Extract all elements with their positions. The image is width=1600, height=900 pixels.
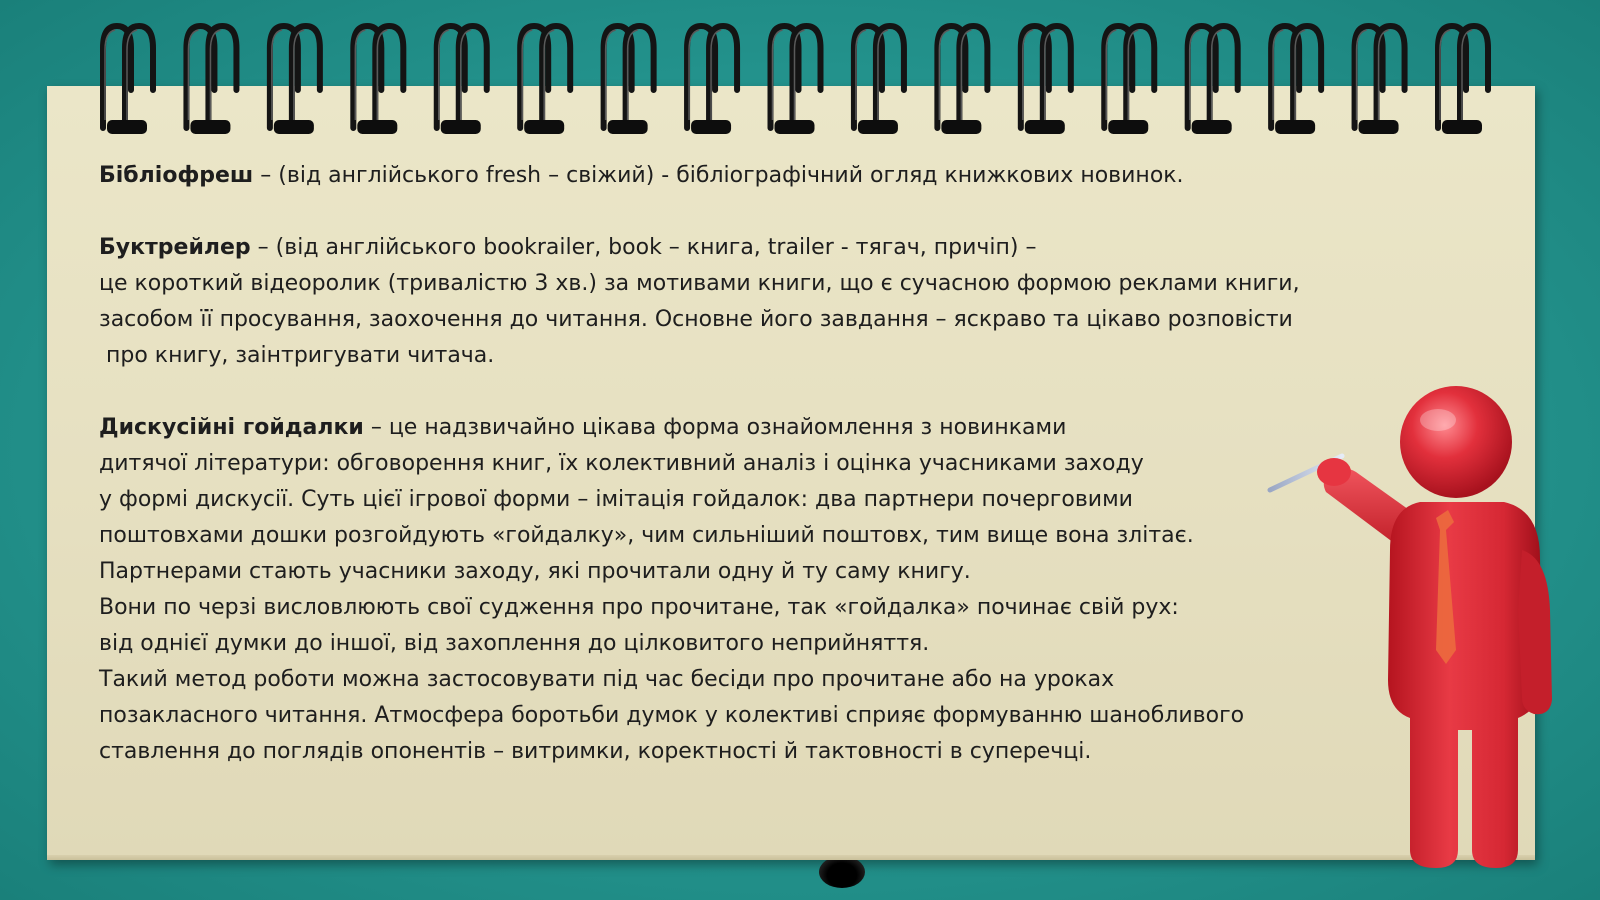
line-text: – (від англійського fresh – свіжий) - бібліографічний огляд книжкових новинок. [253, 163, 1184, 188]
text-line [99, 446, 1429, 482]
line-text: про книгу, заінтригувати читача. [99, 343, 495, 368]
text-line [99, 734, 1429, 770]
line-text: – це надзвичайно цікава форма ознайомлення з новинками [363, 415, 1067, 440]
spiral-coil [437, 26, 487, 134]
spiral-coil [854, 26, 904, 134]
line-text: від однієї думки до іншої, від захоплення до цілковитого неприйняття. [99, 631, 930, 656]
term-title: Дискусійні гойдалки [99, 415, 364, 440]
term-title: Буктрейлер [99, 235, 251, 260]
line-text: засобом її просування, заохочення до читання. Основне його завдання – яскраво та цікаво розповісти [99, 307, 1293, 332]
paragraph-gap [99, 194, 1429, 230]
spiral-coil [1021, 26, 1071, 134]
punch-hole [819, 856, 865, 888]
text-line [99, 518, 1429, 554]
text-content [99, 158, 1429, 770]
text-line [99, 662, 1429, 698]
text-line [99, 554, 1429, 590]
spiral-coil [604, 26, 654, 134]
line-text: позакласного читання. Атмосфера боротьби думок у колективі сприяє формуванню шанобливого [99, 703, 1245, 728]
line-text: поштовхами дошки розгойдують «гойдалку», чим сильніший поштовх, тим вище вона злітає. [99, 523, 1194, 548]
spiral-coil [103, 26, 153, 134]
line-text: це короткий відеоролик (тривалістю 3 хв.) за мотивами книги, що є сучасною формою реклами книги, [99, 271, 1300, 296]
line-text: – (від англійського bookrailer, book – книга, trailer - тягач, причіп) – [250, 235, 1037, 260]
line-text: Такий метод роботи можна застосовувати під час бесіди про прочитане або на уроках [99, 667, 1115, 692]
line-text: дитячої літератури: обговорення книг, їх колективний аналіз і оцінка учасниками заходу [99, 451, 1144, 476]
spiral-coil [1438, 26, 1488, 134]
spiral-coil [687, 26, 737, 134]
spiral-coil [1188, 26, 1238, 134]
spiral-coil [1271, 26, 1321, 134]
text-line [99, 338, 1429, 374]
line-text: у формі дискусії. Суть цієї ігрової форми – імітація гойдалок: два партнери почерговими [99, 487, 1133, 512]
line-text: Партнерами стають учасники заходу, які прочитали одну й ту саму книгу. [99, 559, 971, 584]
spiral-coil [771, 26, 821, 134]
text-line [99, 266, 1429, 302]
term-line [99, 230, 1429, 266]
spiral-coil [520, 26, 570, 134]
term-title: Бібліофреш [99, 163, 254, 188]
text-line [99, 482, 1429, 518]
term-line [99, 410, 1429, 446]
pointing-figure-illustration [1260, 380, 1560, 880]
spiral-coil [1104, 26, 1154, 134]
term-line [99, 158, 1429, 194]
spiral-coil [937, 26, 987, 134]
paragraph-gap [99, 374, 1429, 410]
text-line [99, 626, 1429, 662]
line-text: ставлення до поглядів опонентів – витримки, коректності й тактовності в суперечці. [99, 739, 1092, 764]
spiral-coil [1355, 26, 1405, 134]
spiral-coil [186, 26, 236, 134]
line-text: Вони по черзі висловлюють свої судження про прочитане, так «гойдалка» починає свій рух: [99, 595, 1179, 620]
spiral-coil [353, 26, 403, 134]
spiral-coil [270, 26, 320, 134]
spiral-binding [0, 0, 1600, 150]
text-line [99, 590, 1429, 626]
text-line [99, 302, 1429, 338]
text-line [99, 698, 1429, 734]
